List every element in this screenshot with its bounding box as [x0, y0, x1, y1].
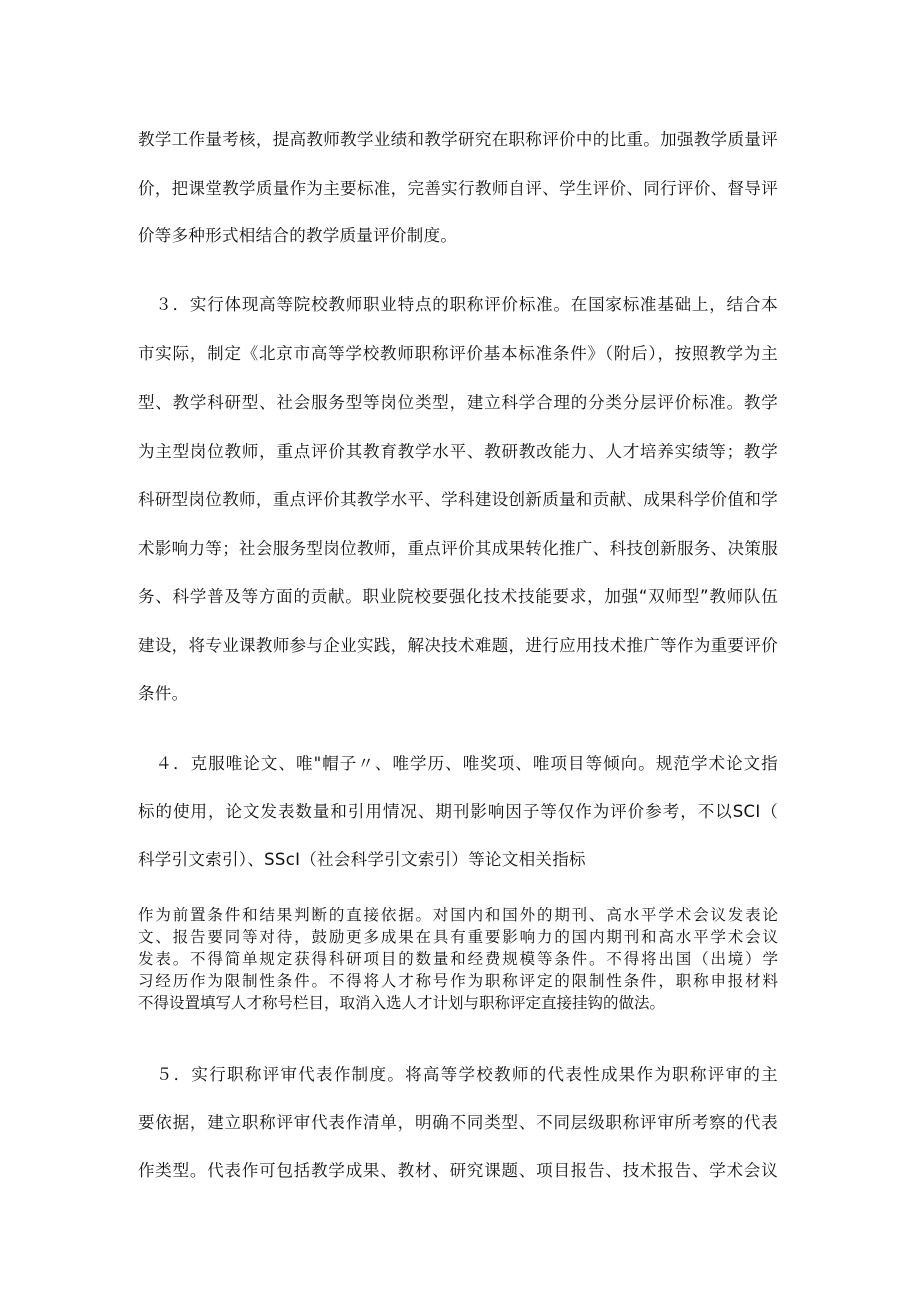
- paragraph-4-line-3: 发表。不得简单规定获得科研项目的数量和经费规模等条件。不得将出国（出境）学: [138, 950, 778, 968]
- paragraph-2-line-7: 务、科学普及等方面的贡献。职业院校要强化技术技能要求，加强“双师型”教师队伍: [138, 587, 778, 606]
- paragraph-5-line-2: 要依据，建立职称评审代表作清单，明确不同类型、不同层级职称评审所考察的代表: [138, 1113, 778, 1132]
- paragraph-2-line-6: 术影响力等；社会服务型岗位教师，重点评价其成果转化推广、科技创新服务、决策服: [138, 539, 778, 558]
- paragraph-2-line-3: 型、教学科研型、社会服务型等岗位类型，建立科学合理的分类分层评价标准。教学: [138, 393, 778, 412]
- paragraph-1-line-2: 价，把课堂教学质量作为主要标准，完善实行教师自评、学生评价、同行评价、督导评: [138, 179, 778, 198]
- paragraph-3-line-3: 科学引文索引）、SScI（社会科学引文索引）等论文相关指标: [138, 850, 586, 869]
- paragraph-2-line-5: 科研型岗位教师，重点评价其教学水平、学科建设创新质量和贡献、成果科学价值和学: [138, 490, 778, 509]
- paragraph-4-line-5: 不得设置填写人才称号栏目，取消入选人才计划与职称评定直接挂钩的做法。: [138, 994, 666, 1012]
- paragraph-1-line-3: 价等多种形式相结合的教学质量评价制度。: [138, 226, 458, 245]
- paragraph-5-line-3: 作类型。代表作可包括教学成果、教材、研究课题、项目报告、技术报告、学术会议: [138, 1161, 778, 1180]
- paragraph-4-line-1: 作为前置条件和结果判断的直接依据。对国内和国外的期刊、高水平学术会议发表论: [138, 906, 778, 924]
- paragraph-4-line-2: 文、报告要同等对待，鼓励更多成果在具有重要影响力的国内期刊和高水平学术会议: [138, 928, 778, 946]
- paragraph-4-line-4: 习经历作为限制性条件。不得将人才称号作为职称评定的限制性条件，职称申报材料: [138, 972, 778, 990]
- paragraph-3-line-1: ４．克服唯论文、唯"帽子〃、唯学历、唯奖项、唯项目等倾向。规范学术论文指: [138, 754, 778, 773]
- paragraph-2-line-2: 市实际，制定《北京市高等学校教师职称评价基本标准条件》（附后），按照教学为主: [138, 344, 778, 363]
- paragraph-5-line-1: ５．实行职称评审代表作制度。将高等学校教师的代表性成果作为职称评审的主: [138, 1065, 778, 1084]
- paragraph-2-line-8: 建设，将专业课教师参与企业实践，解决技术难题，进行应用技术推广等作为重要评价: [138, 636, 778, 655]
- paragraph-2-line-1: ３．实行体现高等院校教师职业特点的职称评价标准。在国家标准基础上，结合本: [138, 295, 778, 314]
- paragraph-3-line-2: 标的使用，论文发表数量和引用情况、期刊影响因子等仅作为评价参考，不以SCI（: [138, 802, 778, 821]
- paragraph-1-line-1: 教学工作量考核，提高教师教学业绩和教学研究在职称评价中的比重。加强教学质量评: [138, 130, 778, 149]
- paragraph-2-line-4: 为主型岗位教师，重点评价其教育教学水平、教研教改能力、人才培养实绩等；教学: [138, 442, 778, 461]
- paragraph-2-line-9: 条件。: [138, 684, 189, 703]
